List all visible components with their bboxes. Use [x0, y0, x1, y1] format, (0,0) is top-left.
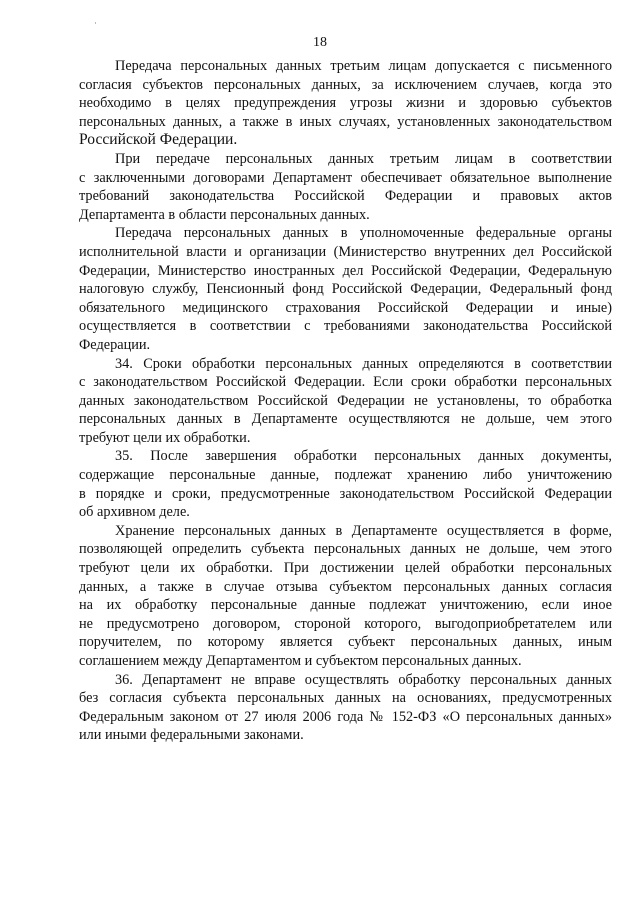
paragraph-item-35 — [79, 447, 612, 521]
text-line: в порядке и сроки, предусмотренные законодательством Российской Федерации — [79, 485, 612, 502]
text-line: исполнительной власти и организации (Министерство внутренних дел Российской — [79, 243, 612, 260]
text-line: требуют цели их обработки. При достижении целей обработки персональных — [79, 560, 612, 577]
paragraph-item-34 — [79, 355, 612, 448]
text-line: 35. После завершения обработки персональных данных документы, — [115, 448, 612, 465]
text-line: Департамента в области персональных данных. — [79, 206, 370, 223]
text-line: осуществляется в соответствии с требованиями законодательства Российской — [79, 318, 612, 335]
text-line: 36. Департамент не вправе осуществлять обработку персональных данных — [115, 671, 612, 688]
text-line: данных, а также в случае отзыва субъектом персональных данных согласия — [79, 578, 612, 595]
text-line: Передача персональных данных в уполномоченные федеральные органы — [115, 225, 612, 242]
text-line: Федерации. — [79, 336, 151, 353]
text-line: с заключенными договорами Департамент обеспечивает обязательное выполнение — [79, 169, 612, 186]
text-line: обязательного медицинского страхования Российской Федерации и иные) — [79, 299, 612, 316]
text-line: необходимо в целях предупреждения угрозы жизни и здоровью субъектов — [79, 95, 612, 112]
paragraph-federal-bodies — [79, 224, 612, 354]
text-line: без согласия субъекта персональных данных на основаниях, предусмотренных — [79, 690, 612, 707]
paragraph-storage — [79, 522, 612, 671]
text-line: или иными федеральными законами. — [79, 727, 304, 744]
text-line: Федеральным законом от 27 июля 2006 года № 152-ФЗ «О персональных данных» — [79, 708, 612, 725]
text-line: содержащие персональные данные, подлежат хранению либо уничтожению — [79, 467, 612, 484]
text-line: поручителем, по которому является субъект персональных данных, иным — [79, 634, 612, 651]
text-line: позволяющей определить субъекта персональных данных не дольше, чем этого — [79, 541, 612, 558]
text-line: об архивном деле. — [79, 504, 190, 521]
text-line: Передача персональных данных третьим лицам допускается с письменного — [115, 58, 612, 74]
text-line: Федерации, Министерство иностранных дел Российской Федерации, Федеральную — [79, 262, 612, 279]
text-line: При передаче персональных данных третьим лицам в соответствии — [115, 150, 612, 167]
text-line: с законодательством Российской Федерации. Если сроки обработки персональных — [79, 374, 612, 391]
text-line: требований законодательства Российской Федерации и правовых актов — [79, 188, 612, 205]
text-line: данных законодательством Российской Федерации не установлены, то обработка — [79, 392, 612, 409]
document-body — [79, 57, 612, 745]
text-line: персональных данных в Департаменте осуществляются не дольше, чем этого — [79, 411, 612, 428]
text-line: на их обработку персональные данные подлежат уничтожению, если иное — [79, 597, 612, 614]
text-line: налоговую службу, Пенсионный фонд Российской Федерации, Федеральный фонд — [79, 281, 612, 298]
paragraph-contracts — [79, 150, 612, 224]
scan-speck — [95, 22, 96, 24]
text-line: 34. Сроки обработки персональных данных определяются в соответствии — [115, 355, 612, 372]
text-line: Российской Федерации. — [79, 131, 238, 149]
text-line: не предусмотрено договором, стороной которого, выгодоприобретателем или — [79, 615, 612, 632]
text-line: соглашением между Департаментом и субъектом персональных данных. — [79, 653, 522, 669]
paragraph-transfer-third-parties — [79, 57, 612, 150]
text-line: требуют цели их обработки. — [79, 429, 251, 446]
text-line: согласия субъектов персональных данных, за исключением случаев, когда это — [79, 76, 612, 93]
text-line: персональных данных, а также в иных случаях, установленных законодательством — [79, 113, 612, 130]
paragraph-item-36 — [79, 671, 612, 745]
text-line: Хранение персональных данных в Департаменте осуществляется в форме, — [115, 522, 612, 539]
page-number: 18 — [313, 35, 327, 50]
